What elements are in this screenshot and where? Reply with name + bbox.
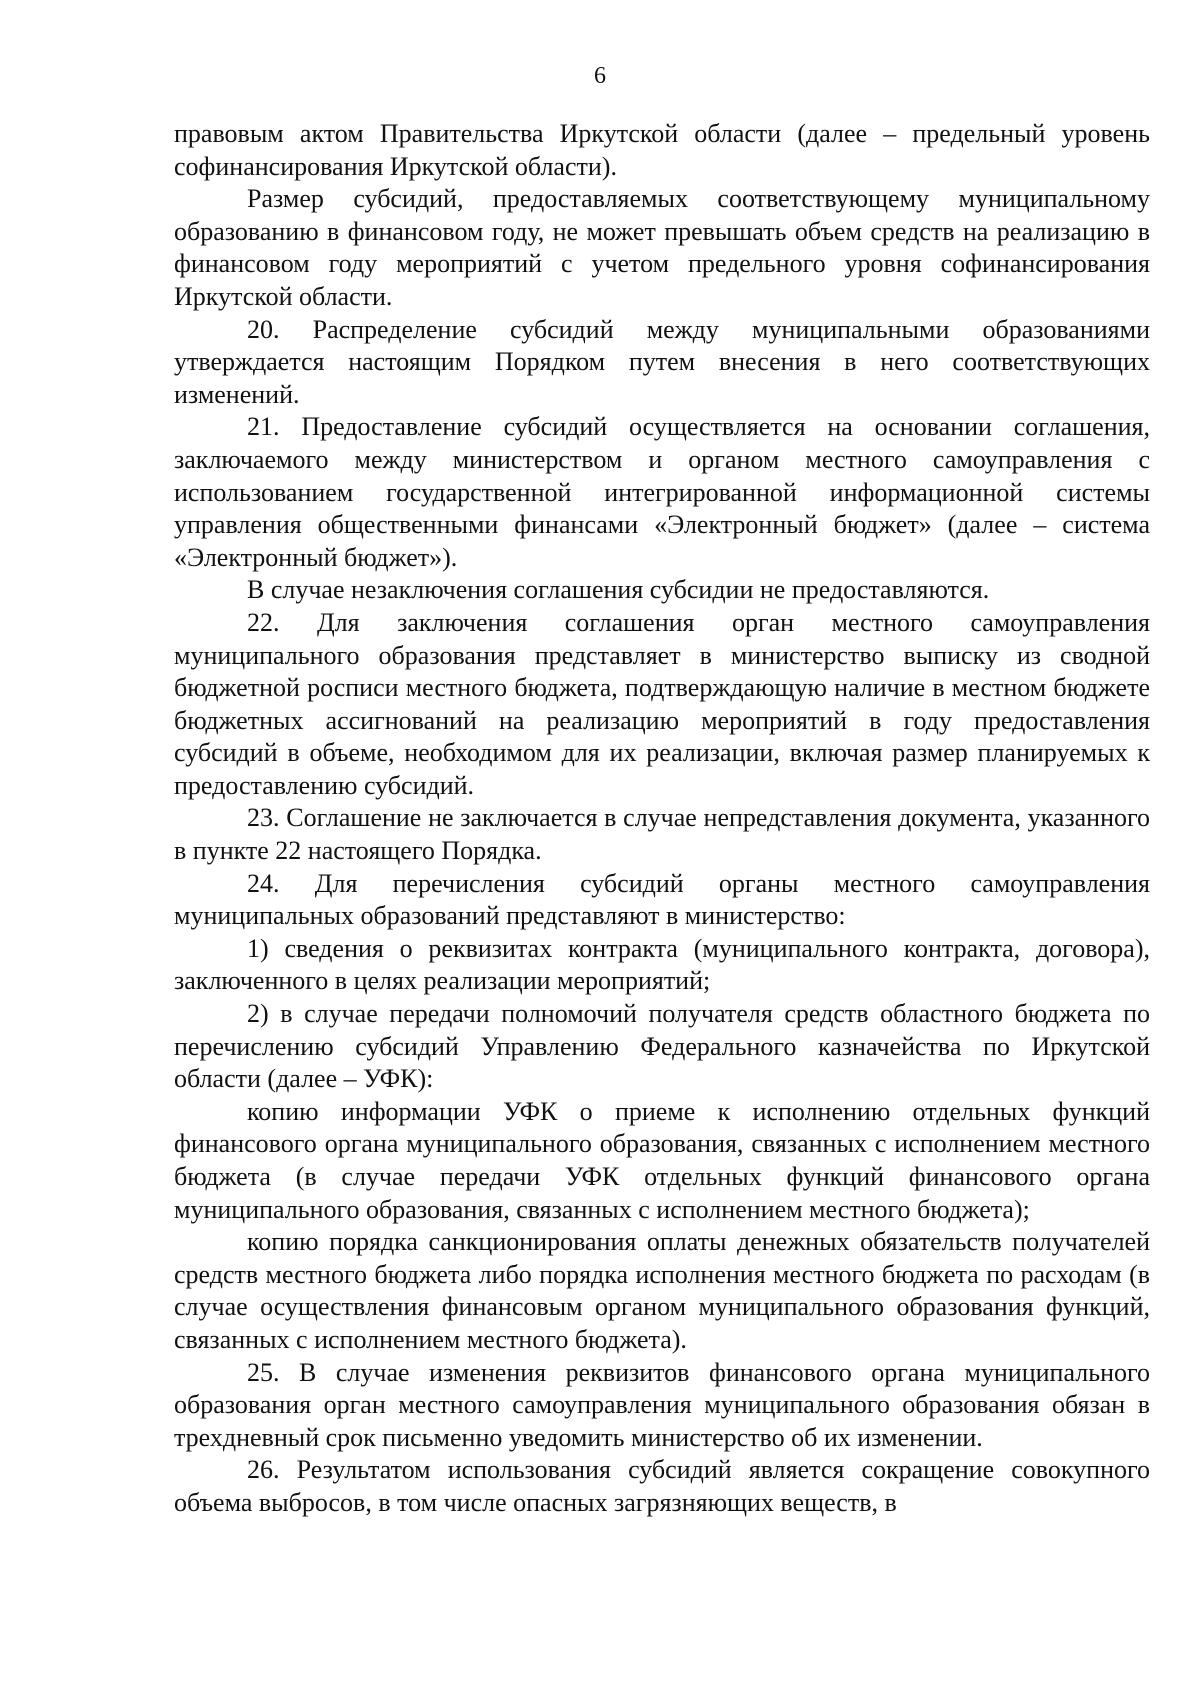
paragraph-24-item-1: 1) сведения о реквизитах контракта (муниципального контракта, договора), заключенного в целях реализации мероприятий;	[174, 933, 1150, 996]
paragraph-24: 24. Для перечисления субсидий органы местного самоуправления муниципальных образований представляют в министерство:	[174, 868, 1150, 931]
paragraph-ufk-info-copy: копию информации УФК о приеме к исполнению отдельных функций финансового органа муниципального образования, связанных с исполнением местного бюджета (в случае передачи УФК отдельных функций финансового органа муниципального образования, связанных с исполнением местного бюджета);	[174, 1096, 1150, 1224]
document-body	[174, 118, 1150, 1520]
paragraph-21: 21. Предоставление субсидий осуществляется на основании соглашения, заключаемого между министерством и органом местного самоуправления с использованием государственной интегрированной информационной системы управления общественными финансами «Электронный бюджет» (далее – система «Электронный бюджет»).	[174, 412, 1150, 572]
paragraph-24-item-2: 2) в случае передачи полномочий получателя средств областного бюджета по перечислению субсидий Управлению Федерального казначейства по Иркутской области (далее – УФК):	[174, 999, 1150, 1094]
paragraph-authorization-order-copy: копию порядка санкционирования оплаты денежных обязательств получателей средств местного бюджета либо порядка исполнения местного бюджета по расходам (в случае осуществления финансовым органом муниципального образования функций, связанных с исполнением местного бюджета).	[174, 1227, 1150, 1354]
paragraph-20: 20. Распределение субсидий между муниципальными образованиями утверждается настоящим Порядком путем внесения в него соответствующих изменений.	[174, 314, 1150, 409]
paragraph-22: 22. Для заключения соглашения орган местного самоуправления муниципального образования представляет в министерство выписку из сводной бюджетной росписи местного бюджета, подтверждающую наличие в местном бюджете бюджетных ассигнований на реализацию мероприятий в году предоставления субсидий в объеме, необходимом для их реализации, включая размер планируемых к предоставлению субсидий.	[174, 607, 1150, 800]
paragraph-23: 23. Соглашение не заключается в случае непредставления документа, указанного в пункте 22 настоящего Порядка.	[174, 803, 1150, 866]
paragraph-26: 26. Результатом использования субсидий является сокращение совокупного объема выбросов, в том числе опасных загрязняющих веществ, в	[174, 1455, 1150, 1517]
paragraph-continuation: правовым актом Правительства Иркутской области (далее – предельный уровень софинансирования Иркутской области).	[174, 119, 1150, 181]
paragraph-no-agreement: В случае незаключения соглашения субсидии не предоставляются.	[247, 575, 990, 605]
page-number: 6	[594, 63, 606, 89]
paragraph-25: 25. В случае изменения реквизитов финансового органа муниципального образования орган местного самоуправления муниципального образования обязан в трехдневный срок письменно уведомить министерство об их изменении.	[174, 1357, 1150, 1452]
paragraph-subsidy-size: Размер субсидий, предоставляемых соответствующему муниципальному образованию в финансовом году, не может превышать объем средств на реализацию в финансовом году мероприятий с учетом предельного уровня софинансирования Иркутской области.	[174, 184, 1150, 311]
